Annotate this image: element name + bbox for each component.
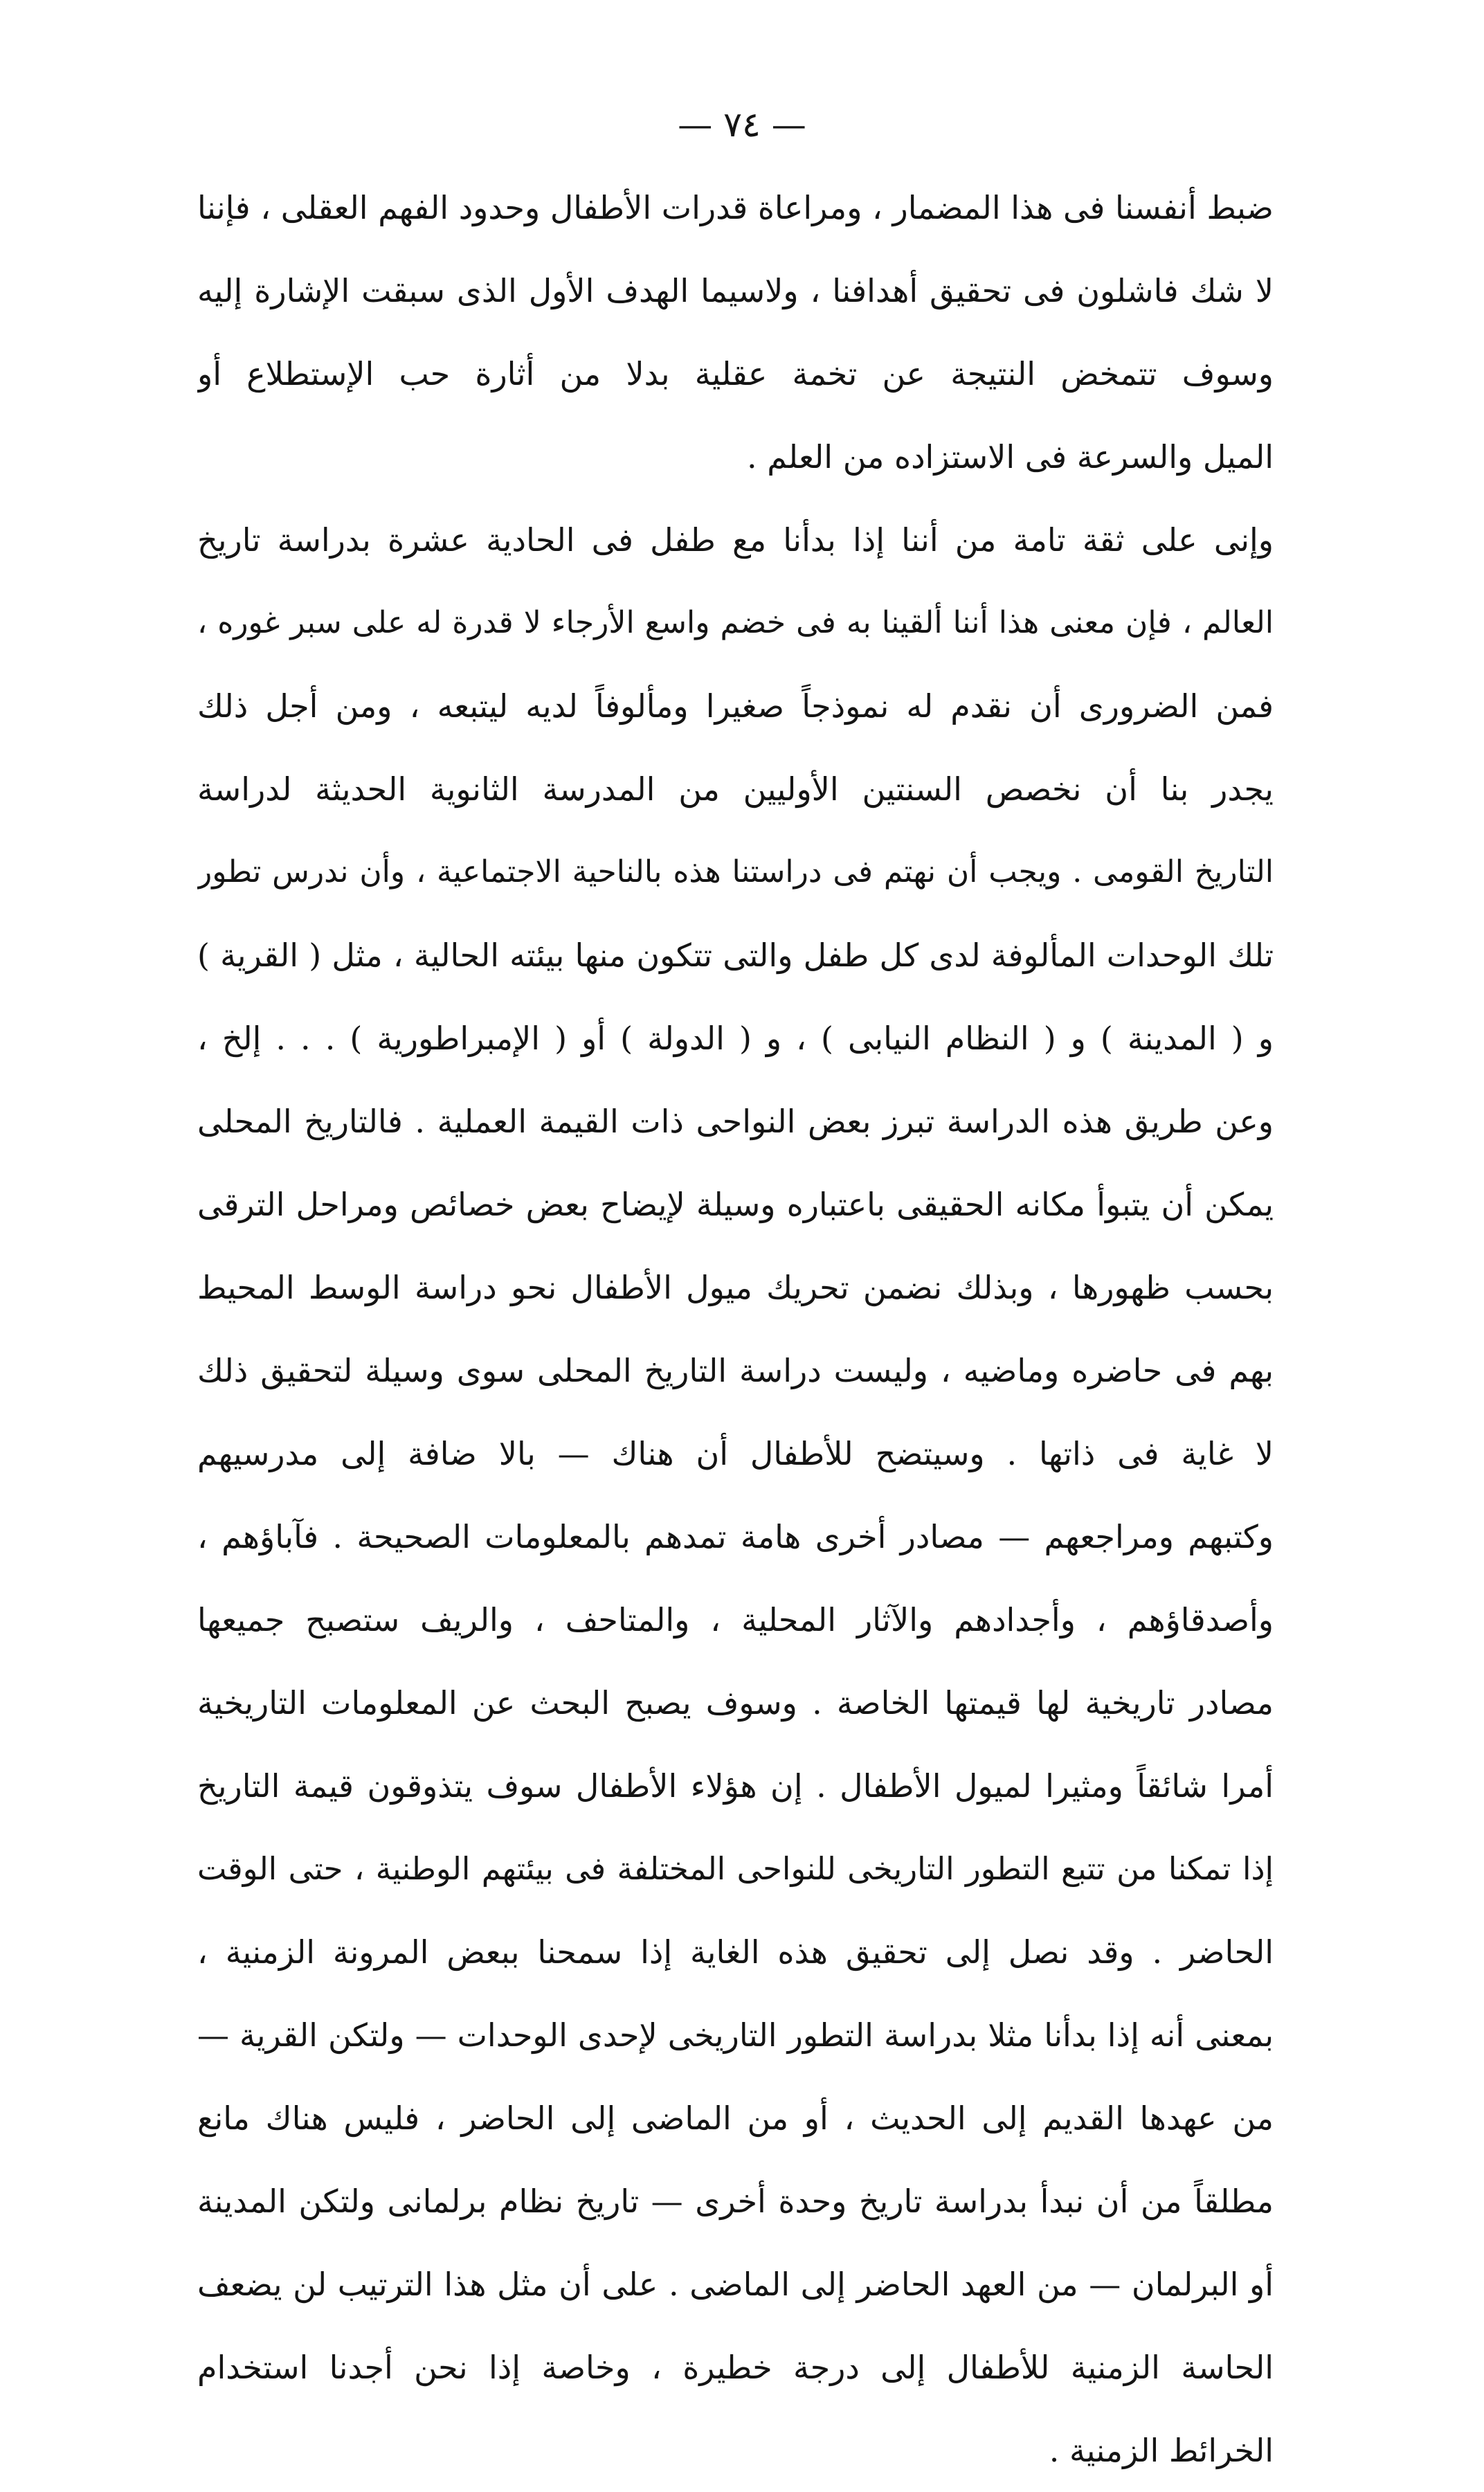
text-line: الخرائط الزمنية . <box>1049 2432 1274 2469</box>
text-line: لا شك فاشلون فى تحقيق أهدافنا ، ولاسيما الهدف الأول الذى سبقت الإشارة إليه <box>197 272 1274 309</box>
page-number: — ٧٤ — <box>678 105 806 145</box>
text-line: وعن طريق هذه الدراسة تبرز بعض النواحى ذات القيمة العملية . فالتاريخ المحلى <box>197 1103 1274 1140</box>
text-line: وأصدقاؤهم ، وأجدادهم والآثار المحلية ، والمتاحف ، والريف ستصبح جميعها <box>197 1601 1274 1638</box>
text-line: الحاضر . وقد نصل إلى تحقيق هذه الغاية إذا سمحنا ببعض المرونة الزمنية ، <box>197 1933 1274 1971</box>
text-line: إذا تمكنا من تتبع التطور التاريخى للنواحى المختلفة فى بيئتهم الوطنية ، حتى الوقت <box>197 1850 1274 1887</box>
text-line: التاريخ القومى . ويجب أن نهتم فى دراستنا هذه بالناحية الاجتماعية ، وأن ندرس تطور <box>197 854 1274 890</box>
text-line: أو البرلمان — من العهد الحاضر إلى الماضى . على أن مثل هذا الترتيب لن يضعف <box>197 2266 1274 2303</box>
text-line: مطلقاً من أن نبدأ بدراسة تاريخ وحدة أخرى — تاريخ نظام برلمانى ولتكن المدينة <box>197 2183 1274 2220</box>
text-line: من عهدها القديم إلى الحديث ، أو من الماضى إلى الحاضر ، فليس هناك مانع <box>197 2100 1274 2137</box>
text-line: يجدر بنا أن نخصص السنتين الأوليين من المدرسة الثانوية الحديثة لدراسة <box>197 770 1274 808</box>
text-line: بحسب ظهورها ، وبذلك نضمن تحريك ميول الأطفال نحو دراسة الوسط المحيط <box>197 1269 1274 1306</box>
text-line: الحاسة الزمنية للأطفال إلى درجة خطيرة ، وخاصة إذا نحن أجدنا استخدام <box>197 2349 1274 2386</box>
text-line: و ( المدينة ) و ( النظام النيابى ) ، و ( الدولة ) أو ( الإمبراطورية ) . . . إلخ ، <box>197 1020 1274 1057</box>
text-line: وسوف تتمخض النتيجة عن تخمة عقلية بدلا من أثارة حب الإستطلاع أو <box>197 355 1274 392</box>
text-line: ضبط أنفسنا فى هذا المضمار ، ومراعاة قدرات الأطفال وحدود الفهم العقلى ، فإننا <box>197 189 1274 226</box>
text-line: تلك الوحدات المألوفة لدى كل طفل والتى تتكون منها بيئته الحالية ، مثل ( القرية ) <box>197 937 1274 974</box>
text-line: وإنى على ثقة تامة من أننا إذا بدأنا مع طفل فى الحادية عشرة بدراسة تاريخ <box>197 521 1274 559</box>
text-line: مصادر تاريخية لها قيمتها الخاصة . وسوف يصبح البحث عن المعلومات التاريخية <box>197 1684 1274 1722</box>
text-line: وكتبهم ومراجعهم — مصادر أخرى هامة تمدهم بالمعلومات الصحيحة . فآباؤهم ، <box>197 1518 1274 1555</box>
text-line: لا غاية فى ذاتها . وسيتضح للأطفال أن هناك — بالا ضافة إلى مدرسيهم <box>197 1435 1274 1472</box>
text-line: يمكن أن يتبوأ مكانه الحقيقى باعتباره وسيلة لإيضاح بعض خصائص ومراحل الترقى <box>197 1186 1274 1223</box>
text-line: فمن الضرورى أن نقدم له نموذجاً صغيرا ومألوفاً لديه ليتبعه ، ومن أجل ذلك <box>197 687 1274 725</box>
text-line: بهم فى حاضره وماضيه ، وليست دراسة التاريخ المحلى سوى وسيلة لتحقيق ذلك <box>197 1352 1274 1389</box>
body-paragraphs <box>197 166 1274 2492</box>
text-line: الميل والسرعة فى الاستزاده من العلم . <box>747 438 1274 476</box>
text-line: بمعنى أنه إذا بدأنا مثلا بدراسة التطور التاريخى لإحدى الوحدات — ولتكن القرية — <box>197 2016 1274 2054</box>
text-line: أمرا شائقاً ومثيرا لميول الأطفال . إن هؤلاء الأطفال سوف يتذوقون قيمة التاريخ <box>197 1767 1274 1805</box>
text-line: العالم ، فإن معنى هذا أننا ألقينا به فى خضم واسع الأرجاء لا قدرة له على سبر غوره ، <box>197 605 1274 640</box>
